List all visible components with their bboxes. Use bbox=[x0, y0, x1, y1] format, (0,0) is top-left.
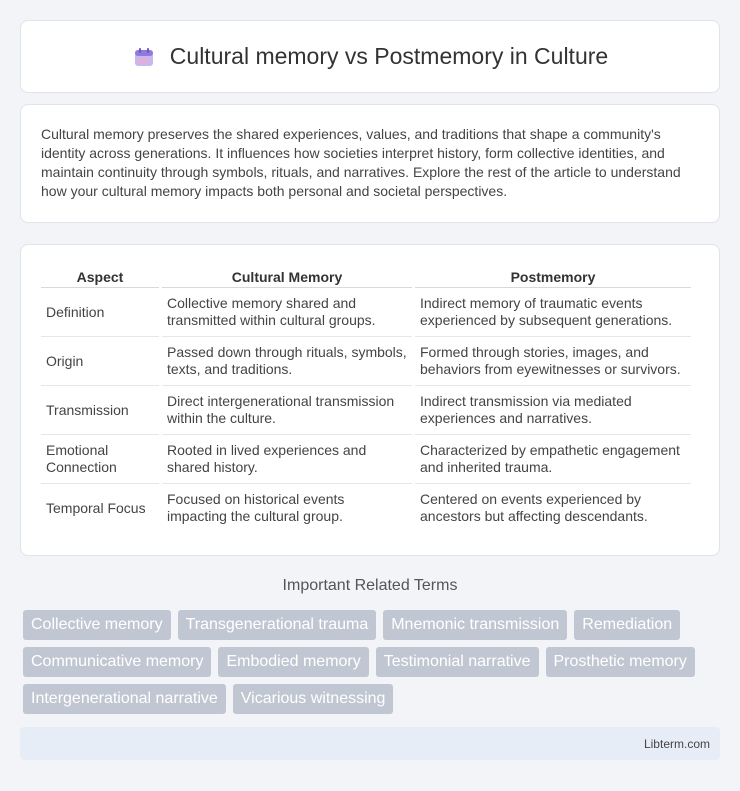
table-row bbox=[41, 337, 691, 386]
row-postmemory: Indirect transmission via mediated experiences and narratives. bbox=[415, 386, 691, 435]
comparison-table bbox=[38, 265, 694, 532]
row-cultural-memory: Collective memory shared and transmitted within cultural groups. bbox=[162, 288, 412, 337]
row-aspect: Definition bbox=[41, 288, 159, 337]
footer-site-link[interactable]: Libterm.com bbox=[643, 737, 710, 751]
row-aspect: Origin bbox=[41, 337, 159, 386]
intro-text: Cultural memory preserves the shared experiences, values, and traditions that shape a community's identity across generations. It influences how societies interpret history, form collective identities, and maintain continuity through symbols, rituals, and narratives. Explore the rest of the article to understand how your cultural memory impacts both personal and societal perspectives. bbox=[41, 126, 681, 199]
related-term-tag[interactable]: Testimonial narrative bbox=[376, 647, 539, 677]
page-title: Cultural memory vs Postmemory in Culture bbox=[169, 43, 609, 69]
table-row bbox=[41, 435, 691, 484]
related-terms-list bbox=[23, 610, 713, 721]
table-header-row bbox=[41, 265, 691, 288]
related-terms-title: Important Related Terms bbox=[282, 577, 458, 594]
related-term-tag[interactable]: Collective memory bbox=[23, 610, 171, 640]
table-row bbox=[41, 386, 691, 435]
related-term-tag[interactable]: Remediation bbox=[574, 610, 680, 640]
related-term-tag[interactable]: Communicative memory bbox=[23, 647, 211, 677]
related-term-tag[interactable]: Prosthetic memory bbox=[546, 647, 695, 677]
row-postmemory: Characterized by empathetic engagement and inherited trauma. bbox=[415, 435, 691, 484]
intro-card bbox=[20, 104, 720, 223]
related-term-tag[interactable]: Transgenerational trauma bbox=[178, 610, 377, 640]
row-cultural-memory: Passed down through rituals, symbols, texts, and traditions. bbox=[162, 337, 412, 386]
header-postmemory: Postmemory bbox=[415, 265, 691, 288]
related-term-tag[interactable]: Intergenerational narrative bbox=[23, 684, 226, 714]
comparison-table-card bbox=[20, 244, 720, 556]
table-row bbox=[41, 484, 691, 532]
row-cultural-memory: Direct intergenerational transmission within the culture. bbox=[162, 386, 412, 435]
calendar-icon bbox=[132, 45, 156, 69]
related-term-tag[interactable]: Vicarious witnessing bbox=[233, 684, 394, 714]
row-postmemory: Indirect memory of traumatic events experienced by subsequent generations. bbox=[415, 288, 691, 337]
row-postmemory: Formed through stories, images, and behaviors from eyewitnesses or survivors. bbox=[415, 337, 691, 386]
footer bbox=[20, 727, 720, 760]
related-term-tag[interactable]: Embodied memory bbox=[218, 647, 368, 677]
row-cultural-memory: Focused on historical events impacting the cultural group. bbox=[167, 491, 345, 524]
row-cultural-memory: Rooted in lived experiences and shared history. bbox=[162, 435, 412, 484]
related-term-tag[interactable]: Mnemonic transmission bbox=[383, 610, 567, 640]
row-aspect: Temporal Focus bbox=[46, 499, 146, 516]
title-card bbox=[20, 20, 720, 93]
header-aspect: Aspect bbox=[41, 265, 159, 288]
header-cultural-memory: Cultural Memory bbox=[162, 265, 412, 288]
row-postmemory: Centered on events experienced by ancestors but affecting descendants. bbox=[420, 491, 648, 524]
table-row bbox=[41, 288, 691, 337]
row-aspect: Emotional Connection bbox=[41, 435, 159, 484]
row-aspect: Transmission bbox=[41, 386, 159, 435]
